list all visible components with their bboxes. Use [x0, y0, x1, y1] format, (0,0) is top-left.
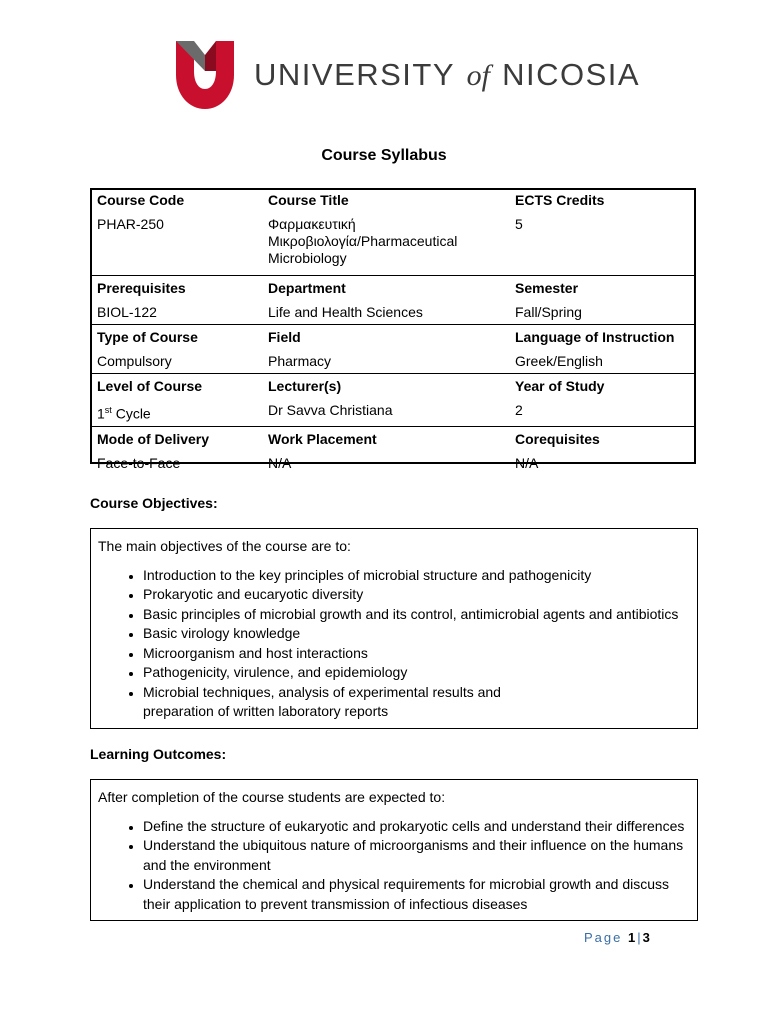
table-header-cell: Department — [268, 280, 346, 296]
table-header-cell: Corequisites — [515, 430, 600, 447]
list-item: • Introduction to the key principles of microbial structure and pathogenicity — [143, 566, 690, 586]
course-info-table — [90, 188, 694, 475]
table-row — [90, 349, 694, 374]
table-header-cell: Level of Course — [97, 378, 203, 394]
outcomes-intro: After completion of the course students are expected to: — [98, 789, 446, 805]
objectives-intro: The main objectives of the course are to: — [98, 538, 351, 554]
table-cell: Pharmacy — [268, 353, 332, 369]
document-title: Course Syllabus — [321, 147, 447, 164]
table-header-cell: Course Title — [268, 192, 349, 208]
table-cell: N/A — [515, 454, 539, 471]
list-item: • Basic principles of microbial growth and its control, antimicrobial agents and antibiotics — [143, 605, 690, 625]
table-row — [90, 300, 694, 325]
table-cell: 2 — [515, 402, 523, 418]
table-row — [90, 398, 694, 426]
table-cell: PHAR-250 — [97, 216, 164, 232]
list-item: • Microbial techniques, analysis of experimental results and preparation of written laboratory reports — [143, 683, 690, 722]
list-item: • Pathogenicity, virulence, and epidemiology — [143, 663, 690, 683]
list-item: • Microorganism and host interactions — [143, 644, 690, 664]
table-header-cell: Prerequisites — [97, 280, 186, 296]
table-header-cell: Semester — [515, 280, 579, 296]
list-item: • Understand the ubiquitous nature of microorganisms and their influence on the humans and the environment — [143, 836, 690, 875]
table-row — [90, 451, 694, 475]
list-item: • Define the structure of eukaryotic and prokaryotic cells and understand their differences — [143, 817, 690, 837]
table-header-cell: Year of Study — [515, 378, 605, 394]
list-item: • Prokaryotic and eucaryotic diversity — [143, 585, 690, 605]
table-header-cell: Course Code — [97, 192, 185, 208]
table-cell: Greek/English — [515, 353, 603, 369]
page-number — [584, 930, 650, 945]
table-header-cell: Field — [268, 329, 301, 345]
table-cell: Dr Savva Christiana — [268, 402, 393, 418]
table-header-cell: Mode of Delivery — [97, 430, 210, 447]
current-page: 1 — [628, 930, 636, 945]
table-cell: Fall/Spring — [515, 304, 582, 320]
table-header-cell: ECTS Credits — [515, 192, 605, 208]
table-cell: 1st Cycle — [97, 405, 151, 422]
table-row — [90, 212, 694, 276]
table-row — [90, 374, 694, 399]
table-cell: Face-to-Face — [97, 454, 181, 471]
table-cell: N/A — [268, 454, 292, 471]
table-row — [90, 426, 694, 451]
page-separator: | — [637, 930, 641, 945]
list-item: • Basic virology knowledge — [143, 624, 690, 644]
list-item: • Understand the chemical and physical requirements for microbial growth and discuss their application to prevent transmission of infectious diseases — [143, 875, 690, 914]
table-header-cell: Work Placement — [268, 430, 377, 447]
table-header-cell: Language of Instruction — [515, 329, 675, 345]
table-cell: Compulsory — [97, 353, 172, 369]
table-row — [90, 276, 694, 301]
total-pages: 3 — [642, 930, 650, 945]
table-cell: 5 — [515, 216, 523, 232]
table-row — [90, 188, 694, 212]
outcomes-list — [98, 817, 690, 915]
objectives-heading: Course Objectives: — [90, 495, 218, 511]
table-cell: Life and Health Sciences — [268, 304, 423, 320]
page-label: Page — [584, 930, 623, 945]
university-shield-icon — [176, 41, 234, 109]
objectives-box — [90, 528, 698, 729]
objectives-list — [98, 566, 690, 722]
table-cell: BIOL-122 — [97, 304, 157, 320]
outcomes-heading: Learning Outcomes: — [90, 746, 227, 762]
table-header-cell: Type of Course — [97, 329, 198, 345]
table-cell: Φαρμακευτική Μικροβιολογία/Pharmaceutical Microbiology — [268, 216, 458, 266]
table-header-cell: Lecturer(s) — [268, 378, 342, 394]
table-row — [90, 325, 694, 350]
outcomes-box — [90, 779, 698, 921]
university-name: UNIVERSITY of NICOSIA — [254, 57, 641, 92]
university-logo — [176, 40, 640, 110]
